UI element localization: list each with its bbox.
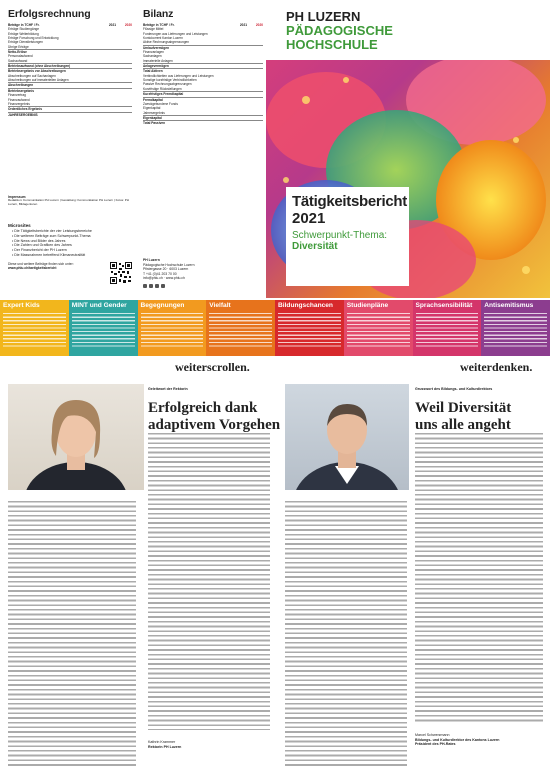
cover-year: 2021 (292, 210, 326, 227)
table-cell: Kurzfristiges Fremdkapital (143, 92, 231, 97)
category-text-lines (484, 312, 547, 348)
bilanz-rows (143, 27, 263, 125)
category-text-lines (72, 312, 135, 348)
instagram-icon[interactable] (149, 284, 153, 288)
category-tile[interactable] (0, 300, 69, 356)
article1-signature (148, 740, 181, 749)
table-cell: Eigenkapital (143, 106, 161, 111)
article2-column-2 (415, 432, 543, 728)
table-cell: Jahresergebnis (143, 110, 165, 115)
bilanz-table: Beträge in TCHF / Fr. 2021 2020 Flüssige Mittel Forderungen aus Lieferungen und Leistungen Kontokorrent Kanton Luzern Aktive Rechnungsabgrenzungen Umlaufvermögen Finanzanlagen Sachanlagen Immaterielle Anlagen Anlagevermögen Total Aktiven Verbindlichkeiten aus Lieferungen und Leistungen Sonstige kurzfristige Verbindlichkeiten Passive Rechnungsabgrenzungen Kurzfristige Rückstellungen Kurzfristiges Fremdkapital Fremdkapital Zweckgebundene Fonds Eigenkapital Jahresergebnis Eigenkapital Total Passiven (143, 23, 263, 126)
table-cell (116, 112, 132, 117)
category-text-lines (209, 312, 272, 348)
microsites-note: Diese und weitere Beiträge finden sich unter: (8, 261, 74, 266)
table-cell: Betriebsergebnis (8, 88, 100, 93)
impressum-text: Redaktion: Kommunikation PH Luzern | Gestaltung: Kommunikation PH Luzern | Fotos: PH Luzern, Bildagenturen (8, 198, 129, 207)
table-cell: Erträge Forschung und Entwicklung (8, 36, 59, 41)
category-title: Antisemitismus (484, 302, 534, 309)
portrait-rektorin (8, 384, 144, 490)
slogan-left: weiterscrollen. (175, 360, 250, 374)
category-title: MINT und Gender (71, 302, 127, 309)
article2-kicker: Grusswort des Bildungs- und Kulturdirektors (415, 387, 493, 391)
table-cell: Umlaufvermögen (143, 45, 231, 50)
article2-column-1 (285, 500, 407, 772)
table-cell: Kontokorrent Kanton Luzern (143, 36, 183, 41)
address-line: Pädagogische Hochschule Luzern (143, 262, 195, 267)
signature-name: Kathrin Krammer (148, 740, 176, 744)
list-item[interactable]: • Die Tätigkeitsberichte der vier Leistungsbereiche (12, 229, 92, 233)
bilanz-title: Bilanz (143, 8, 174, 20)
article1-column-1 (8, 500, 136, 772)
article2-signature (415, 733, 499, 747)
social-icons (143, 284, 165, 288)
table-cell: Passive Rechnungsabgrenzungen (143, 82, 192, 87)
table-row (8, 112, 132, 117)
category-tile[interactable] (206, 300, 275, 356)
category-title: Expert Kids (3, 302, 40, 309)
table-cell: Eigenkapital (143, 115, 231, 120)
table-cell (247, 121, 263, 126)
table-cell: Fremdkapital (143, 97, 231, 102)
category-tile[interactable] (138, 300, 207, 356)
table-cell: Zweckgebundene Fonds (143, 101, 178, 106)
table-cell: Finanzergebnis (8, 101, 30, 106)
category-title: Studienpläne (346, 302, 389, 309)
signature-role: Rektorin PH Luzern (148, 744, 182, 749)
table-cell: Sachanlagen (143, 54, 162, 59)
linkedin-icon[interactable] (155, 284, 159, 288)
table-cell: Erträge Dienstleistungen (8, 40, 43, 45)
signature-name: Marcel Schwerzmann (415, 733, 450, 737)
microsites-url[interactable]: www.phlu.ch/taetigkeitsbericht (8, 266, 57, 271)
title-line: adaptivem Vorgehen (148, 416, 281, 433)
qr-code-icon[interactable] (110, 262, 132, 284)
signature-role: Bildungs- und Kulturdirektor des Kantons Luzern (415, 737, 500, 742)
logo-line: HOCHSCHULE (286, 37, 378, 52)
category-text-lines (347, 312, 410, 348)
table-row (143, 121, 263, 126)
table-cell: Erträge Studiengänge (8, 27, 40, 32)
table-head: Beträge in TCHF / Fr. (8, 23, 40, 27)
signature-role: Präsident des PH-Rates (415, 742, 456, 747)
logo-top: PH LUZERN (286, 9, 361, 24)
table-cell: Verbindlichkeiten aus Lieferungen und Leistungen (143, 73, 214, 78)
portrait-bildungsdirektor (285, 384, 409, 490)
category-title: Sprachsensibilität (415, 302, 473, 309)
bilanz-section (143, 8, 263, 126)
table-cell: Flüssige Mittel (143, 27, 164, 32)
table-cell: Immaterielle Anlagen (143, 58, 173, 63)
table-cell: Betriebsergebnis vor Abschreibungen (8, 69, 100, 74)
erfolgsrechnung-title: Erfolgsrechnung (8, 8, 91, 20)
article1-column-2 (148, 432, 270, 732)
table-cell: Forderungen aus Lieferungen und Leistungen (143, 31, 208, 36)
text-block (415, 432, 543, 724)
table-cell: Abschreibungen auf immateriellen Anlagen (8, 78, 69, 83)
category-tile[interactable] (344, 300, 413, 356)
table-cell: Betriebsaufwand (ohne Abschreibungen) (8, 64, 100, 69)
table-cell: Finanzaufwand (8, 97, 30, 102)
category-tile[interactable] (413, 300, 482, 356)
address-line[interactable]: info@phlu.ch · www.phlu.ch (143, 276, 185, 280)
table-cell: Netto-Erlöse (8, 50, 100, 55)
cover-title: Tätigkeitsbericht (292, 193, 407, 210)
address-line: Pfistergasse 20 · 6003 Luzern (143, 267, 189, 271)
erfolg-rows (8, 27, 132, 117)
table-cell: Total Aktiven (143, 69, 231, 74)
table-cell: Übrige Erträge (8, 44, 29, 49)
list-item[interactable]: • Die News und Bilder des Jahres (12, 238, 66, 243)
category-text-lines (141, 312, 204, 348)
microsites-title: Microsites (8, 223, 31, 228)
erfolgsrechnung-section (8, 8, 132, 117)
logo-line: PÄDAGOGISCHE (286, 23, 393, 38)
table-cell: Sachaufwand (8, 58, 28, 63)
category-title: Bildungschancen (278, 302, 333, 309)
category-tile[interactable] (69, 300, 138, 356)
list-item[interactable]: • Der Finanzbericht der PH Luzern (12, 248, 67, 253)
table-cell: Abschreibungen (8, 83, 100, 88)
category-title: Vielfalt (209, 302, 231, 309)
address-line: T +41 (0)41 203 70 00 (143, 271, 177, 276)
address-block (143, 258, 263, 281)
cover-photo (266, 60, 550, 298)
table-cell: Aktive Rechnungsabgrenzungen (143, 40, 190, 45)
category-text-lines (416, 312, 479, 348)
text-block (285, 500, 407, 768)
category-text-lines (278, 312, 341, 348)
microsites-list (8, 229, 132, 258)
table-cell: Total Passiven (143, 121, 231, 126)
text-block (8, 500, 136, 768)
table-cell: JAHRESERGEBNIS (8, 112, 100, 117)
cover-title-panel (286, 187, 409, 286)
table-head: Beträge in TCHF / Fr. (143, 23, 175, 27)
address-name: PH Luzern (143, 258, 160, 262)
category-text-lines (3, 312, 66, 348)
impressum-title: Impressum (8, 195, 26, 199)
table-cell: Personalaufwand (8, 54, 33, 59)
table-cell: Finanzanlagen (143, 50, 164, 55)
cover-sub: Schwerpunkt-Thema: (292, 230, 388, 241)
title-line: Erfolgreich dank (148, 400, 258, 416)
person-photo-icon (8, 384, 144, 490)
title-line: uns alle angeht (415, 416, 511, 433)
table-cell: Abschreibungen auf Sachanlagen (8, 73, 56, 78)
article2-title (415, 400, 511, 433)
text-block (148, 432, 270, 730)
person-photo-icon (285, 384, 409, 490)
list-item[interactable]: • Die Zahlen und Grafiken des Jahres (12, 243, 72, 248)
table-cell: Sonstige kurzfristige Verbindlichkeiten (143, 78, 197, 83)
youtube-icon[interactable] (161, 284, 165, 288)
table-cell (100, 112, 116, 117)
cover-sub-topic: Diversität (292, 241, 338, 252)
erfolgsrechnung-table: Beträge in TCHF / Fr. 2021 2020 Erträge Studiengänge Erträge Weiterbildung Erträge Forschung und Entwicklung Erträge Dienstleistungen Übrige Erträge Netto-Erlöse Personalaufwand Sachaufwand Betriebsaufwand (ohne Abschreibungen) Betriebsergebnis vor Abschreibungen Abschreibungen auf Sachanlagen Abschreibungen auf immateriellen Anlagen Abschreibungen Betriebsergebnis Finanzertrag Finanzaufwand Finanzergebnis Ordentliches Ergebnis JAHRESERGEBNIS (8, 23, 132, 117)
list-item[interactable]: • Die Massnahmen betreffend Klimaneutralität (12, 252, 86, 257)
ph-luzern-logo (286, 10, 393, 52)
impressum (8, 195, 132, 207)
table-cell: Erträge Weiterbildung (8, 31, 39, 36)
title-line: Weil Diversität (415, 400, 512, 416)
list-item[interactable]: • Die weiteren Beiträge zum Schwerpunkt-Thema (12, 233, 91, 238)
facebook-icon[interactable] (143, 284, 147, 288)
article1-kicker: Geleitwort der Rektorin (148, 387, 188, 391)
article1-title (148, 400, 280, 433)
category-tile[interactable] (275, 300, 344, 356)
category-tile[interactable] (481, 300, 550, 356)
table-cell (231, 121, 247, 126)
table-cell: Anlagevermögen (143, 64, 231, 69)
table-cell: Kurzfristige Rückstellungen (143, 86, 182, 91)
slogan-right: weiterdenken. (460, 360, 533, 374)
category-title: Begegnungen (140, 302, 185, 309)
table-cell: Finanzertrag (8, 93, 26, 98)
table-cell: Ordentliches Ergebnis (8, 107, 100, 112)
